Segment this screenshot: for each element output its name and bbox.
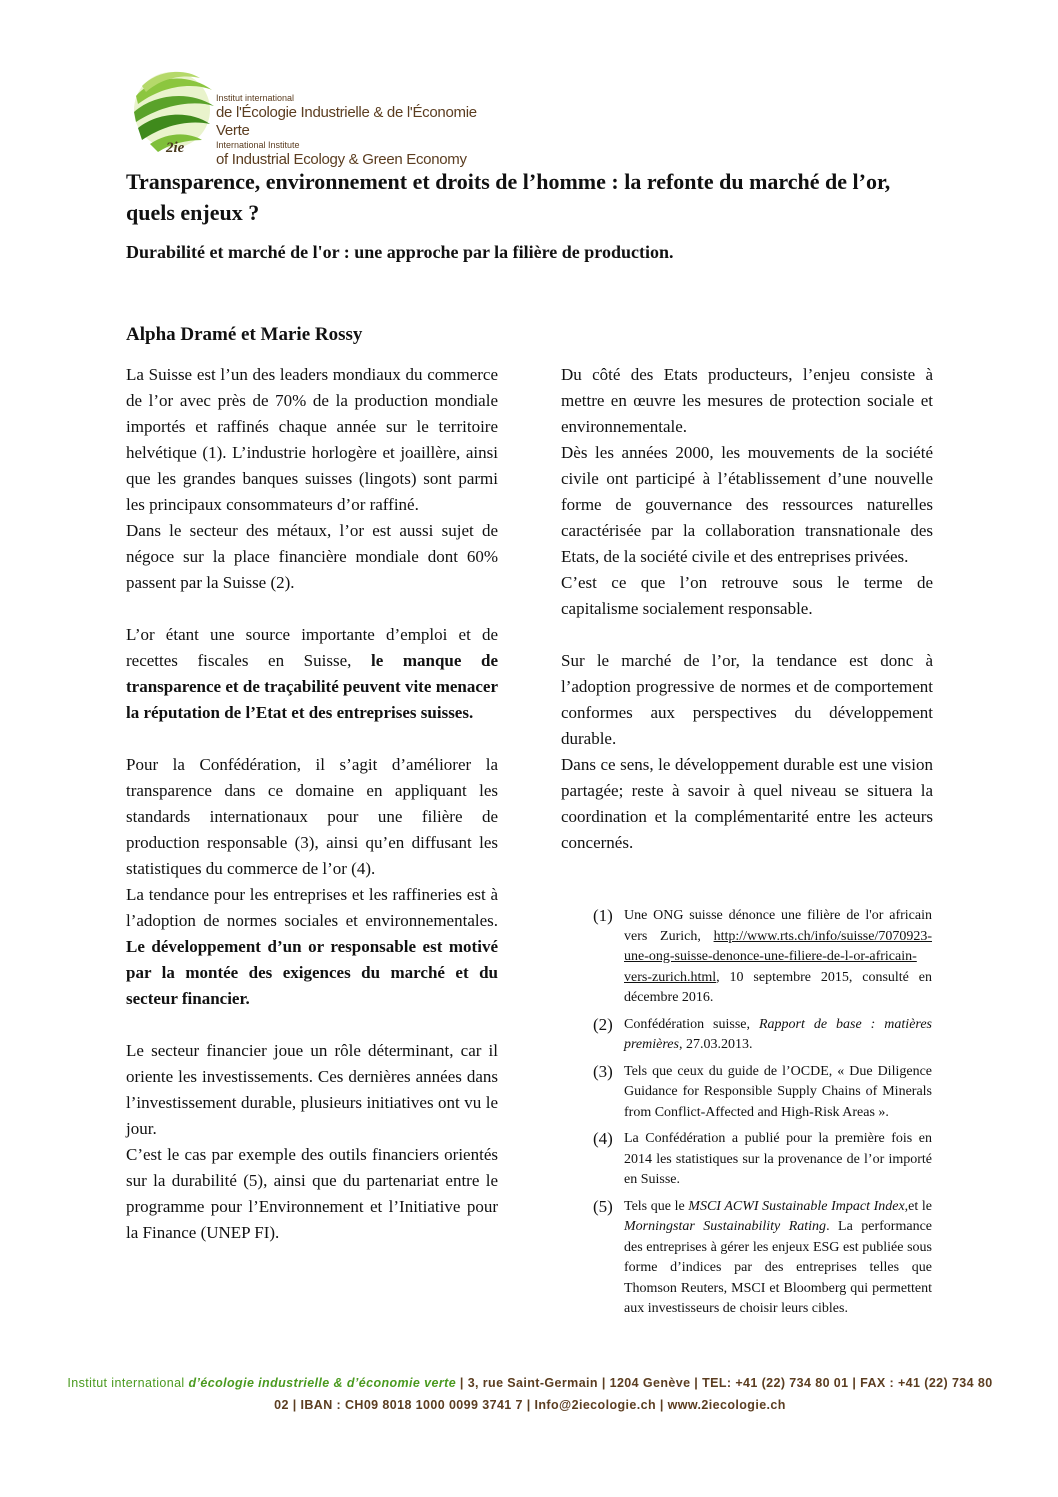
footnote-number: (5) <box>593 1196 613 1216</box>
footer-institute: Institut international <box>67 1376 189 1390</box>
footnote-number: (1) <box>593 906 613 925</box>
footnote-number: (2) <box>593 1014 613 1034</box>
logo-line-2: de l'Écologie Industrielle & de l'Économie Verte <box>216 104 477 139</box>
authors: Alpha Dramé et Marie Rossy <box>126 324 363 345</box>
document-title: Transparence, environnement et droits de l’homme : la refonte du marché de l’or, quels enjeux ? <box>126 169 891 225</box>
paragraph: Le secteur financier joue un rôle déterminant, car il oriente les investissements. Ces dernières années dans l’investissement durable, plusieurs initiatives ont vu le jour. <box>126 1041 498 1138</box>
paragraph <box>126 882 498 1012</box>
paragraph: C’est ce que l’on retrouve sous le terme de capitalisme socialement responsable. <box>561 573 933 618</box>
paragraph: La Suisse est l’un des leaders mondiaux du commerce de l’or avec près de 70% de la production mondiale importés et raffinés chaque année sur le territoire helvétique (1). L’industrie horlogère et joaillère, ainsi que les grandes banques suisses (lingots) sont parmi les principaux consommateurs d’or raffiné. <box>126 365 498 514</box>
paragraph: Dans ce sens, le développement durable est une vision partagée; reste à savoir à quel niveau se situera la coordination et la complémentarité entre les acteurs concernés. <box>561 755 933 852</box>
footnote-text: , 27.03.2013. <box>678 1037 753 1052</box>
page-footer <box>60 1372 1000 1416</box>
paragraph: Dès les années 2000, les mouvements de la société civile ont participé à l’établissement d’une nouvelle forme de gouvernance des ressources naturelles caractérisée par la collaboration transnationale des Etats, de la société civile et des entreprises privées. <box>561 443 933 566</box>
document-subtitle: Durabilité et marché de l'or : une approche par la filière de production. <box>126 242 674 262</box>
footnote-text: La Confédération a publié pour la première fois en 2014 les statistiques sur la provenance de l’or importé en Suisse. <box>624 1131 932 1187</box>
footnote-number: (3) <box>593 1061 613 1081</box>
logo-text <box>216 92 508 169</box>
logo-line-1: Institut international <box>216 93 295 103</box>
paragraph-text: L’or étant une source importante d’emploi et de recettes fiscales en Suisse, <box>126 625 498 670</box>
left-column <box>126 362 498 1246</box>
paragraph: Dans le secteur des métaux, l’or est aussi sujet de négoce sur la place financière mondiale dont 60% passent par la Suisse (2). <box>126 521 498 592</box>
right-column <box>561 362 933 856</box>
footer-contact: | 3, rue Saint-Germain | 1204 Genève | TEL: +41 (22) 734 80 01 | FAX : +41 (22) 734 80 02 | IBAN : CH09 8018 1000 0099 3741 7 | Info@2iecologie.ch | www.2iecologie.ch <box>274 1376 993 1412</box>
footnote <box>593 906 932 1009</box>
footnote-italic: Morningstar Sustainability Rating <box>624 1219 827 1234</box>
footnote <box>593 1129 932 1191</box>
footer-institute-name: d’écologie industrielle & d’économie verte <box>188 1376 457 1390</box>
footnote-italic: Rapport de base : matières premières <box>624 1016 933 1052</box>
footnote <box>593 1015 932 1056</box>
footnote-italic: MSCI ACWI Sustainable Impact Index <box>688 1198 905 1214</box>
footnote-text: , 10 septembre 2015, consulté en décembre 2016. <box>624 969 932 1005</box>
logo-line-3: International Institute <box>216 140 300 150</box>
paragraph-emphasis: Le développement d’un or responsable est motivé par la montée des exigences du marché et du secteur financier. <box>126 937 498 1008</box>
footnote-number: (4) <box>593 1129 613 1148</box>
footnote-text: . La performance des entreprises à gérer les enjeux ESG est publiée sous forme d’indices par des entreprises telles que Thomson Reuters, MSCI et Bloomberg qui permettent aux investisseurs de choisir leurs cibles. <box>624 1219 932 1316</box>
paragraph: Pour la Confédération, il s’agit d’améliorer la transparence dans ce domaine en appliquant les standards internationaux pour une filière de production responsable (3), ainsi qu’en diffusant les statistiques du commerce de l’or (4). <box>126 755 498 878</box>
logo-line-4: of Industrial Ecology & Green Economy <box>216 151 467 168</box>
paragraph: Du côté des Etats producteurs, l’enjeu consiste à mettre en œuvre les mesures de protection sociale et environnementale. <box>561 365 933 436</box>
footnote-text: Tels que ceux du guide de l’OCDE, « Due Diligence Guidance for Responsible Supply Chains of Minerals from Conflict-Affected and High-Risk Areas ». <box>624 1063 932 1120</box>
logo <box>128 66 508 168</box>
footnote-text: Une ONG suisse dénonce une filière de l'or africain vers Zurich, <box>624 908 932 944</box>
footnote <box>593 1197 932 1320</box>
footnote-text: ,et le <box>904 1198 932 1214</box>
paragraph-emphasis: le manque de transparence et de traçabilité peuvent vite menacer la réputation de l’Etat et des entreprises suisses. <box>126 651 498 722</box>
paragraph-text: La tendance pour les entreprises et les raffineries est à l’adoption de normes sociales et environnementales. <box>126 885 498 930</box>
footnote-text: Tels que le <box>624 1198 689 1214</box>
paragraph: Sur le marché de l’or, la tendance est donc à l’adoption progressive de normes et de comportement conformes aux perspectives du développement durable. <box>561 651 933 748</box>
footnote-link[interactable]: http://www.rts.ch/info/suisse/7070923-une-ong-suisse-denonce-une-filiere-de-l-or-africain-vers-zurich.html <box>624 928 932 985</box>
logo-abbreviation: 2ie <box>166 140 185 156</box>
paragraph: C’est le cas par exemple des outils financiers orientés sur la durabilité (5), ainsi que du partenariat entre le programme pour l’Environnement et l’Initiative pour la Finance (UNEP FI). <box>126 1145 498 1242</box>
footnote <box>593 1062 932 1124</box>
paragraph <box>126 622 498 726</box>
footnotes-list <box>593 906 932 1326</box>
footnote-text: Confédération suisse, <box>624 1016 759 1032</box>
